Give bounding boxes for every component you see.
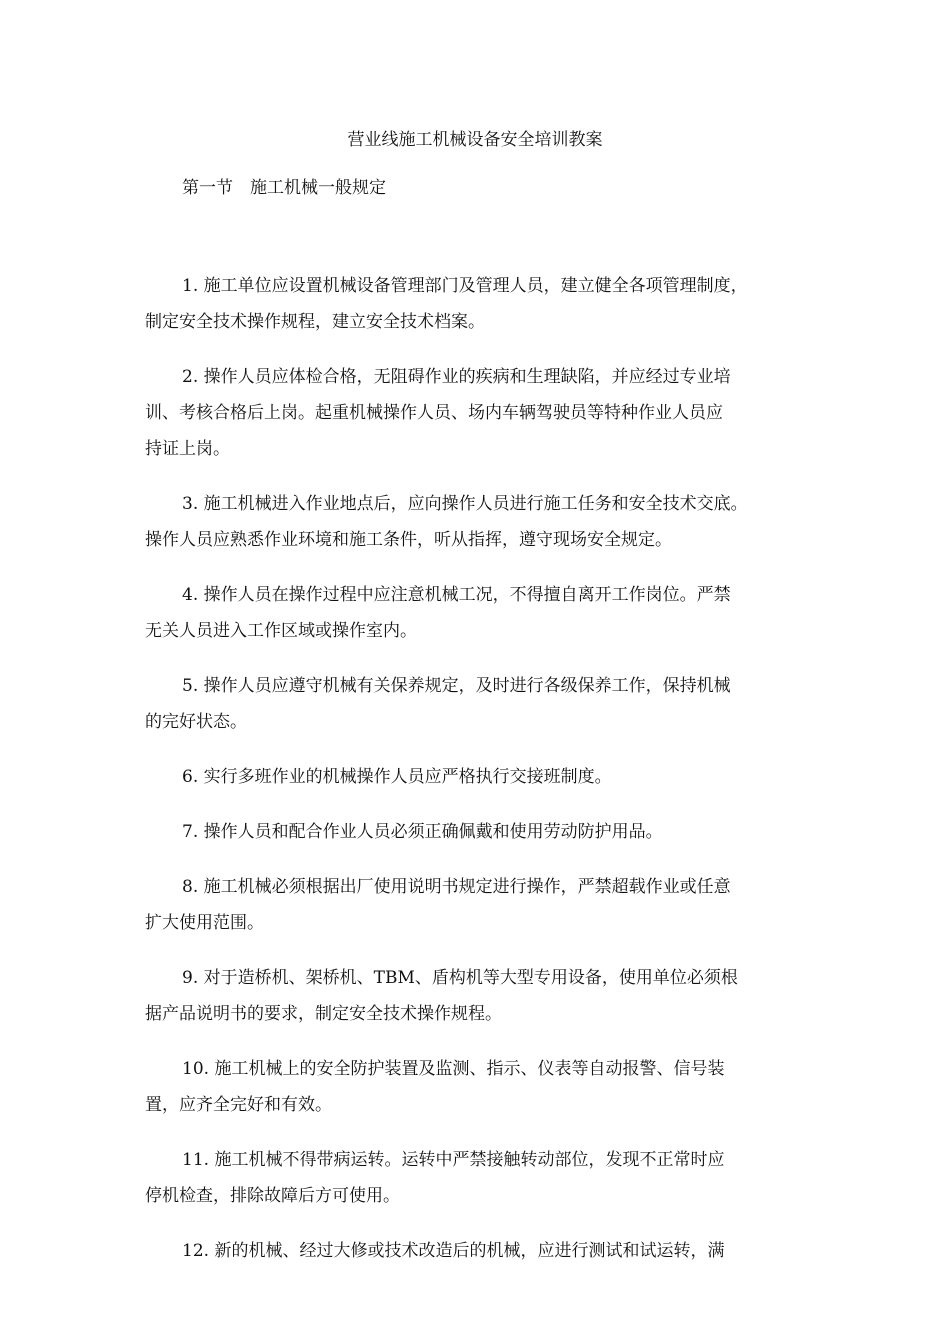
document-body	[145, 268, 825, 1288]
paragraph-line: 训、考核合格后上岗。起重机械操作人员、场内车辆驾驶员等特种作业人员应	[145, 403, 723, 423]
paragraph-8	[145, 869, 825, 941]
paragraph-line: 6. 实行多班作业的机械操作人员应严格执行交接班制度。	[182, 767, 612, 787]
paragraph-line: 置，应齐全完好和有效。	[145, 1095, 332, 1115]
paragraph-line: 1. 施工单位应设置机械设备管理部门及管理人员，建立健全各项管理制度，	[182, 276, 748, 296]
paragraph-line: 据产品说明书的要求，制定安全技术操作规程。	[145, 1004, 502, 1024]
paragraph-line: 3. 施工机械进入作业地点后，应向操作人员进行施工任务和安全技术交底。	[182, 494, 748, 514]
paragraph-line: 7. 操作人员和配合作业人员必须正确佩戴和使用劳动防护用品。	[182, 822, 663, 842]
paragraph-6	[145, 759, 825, 795]
paragraph-12	[145, 1233, 825, 1269]
paragraph-3	[145, 486, 825, 558]
paragraph-line: 5. 操作人员应遵守机械有关保养规定，及时进行各级保养工作，保持机械	[182, 676, 731, 696]
paragraph-10	[145, 1051, 825, 1123]
document-title: 营业线施工机械设备安全培训教案	[347, 130, 603, 150]
paragraph-4	[145, 577, 825, 649]
paragraph-1	[145, 268, 825, 340]
section-heading: 第一节 施工机械一般规定	[182, 178, 386, 198]
paragraph-2	[145, 359, 825, 467]
paragraph-7	[145, 814, 825, 850]
paragraph-line: 持证上岗。	[145, 439, 230, 459]
paragraph-line: 9. 对于造桥机、架桥机、TBM、盾构机等大型专用设备，使用单位必须根	[182, 968, 738, 988]
paragraph-line: 12. 新的机械、经过大修或技术改造后的机械，应进行测试和试运转，满	[182, 1241, 725, 1261]
paragraph-line: 8. 施工机械必须根据出厂使用说明书规定进行操作，严禁超载作业或任意	[182, 877, 731, 897]
paragraph-line: 4. 操作人员在操作过程中应注意机械工况，不得擅自离开工作岗位。严禁	[182, 585, 731, 605]
paragraph-11	[145, 1142, 825, 1214]
paragraph-line: 的完好状态。	[145, 712, 247, 732]
paragraph-line: 11. 施工机械不得带病运转。运转中严禁接触转动部位，发现不正常时应	[182, 1150, 725, 1170]
paragraph-line: 无关人员进入工作区域或操作室内。	[145, 621, 417, 641]
paragraph-5	[145, 668, 825, 740]
paragraph-line: 停机检查，排除故障后方可使用。	[145, 1186, 400, 1206]
paragraph-line: 操作人员应熟悉作业环境和施工条件，听从指挥，遵守现场安全规定。	[145, 530, 672, 550]
paragraph-line: 制定安全技术操作规程，建立安全技术档案。	[145, 312, 485, 332]
paragraph-line: 10. 施工机械上的安全防护装置及监测、指示、仪表等自动报警、信号装	[182, 1059, 725, 1079]
paragraph-line: 2. 操作人员应体检合格，无阻碍作业的疾病和生理缺陷，并应经过专业培	[182, 367, 731, 387]
paragraph-9	[145, 960, 825, 1032]
paragraph-line: 扩大使用范围。	[145, 913, 264, 933]
